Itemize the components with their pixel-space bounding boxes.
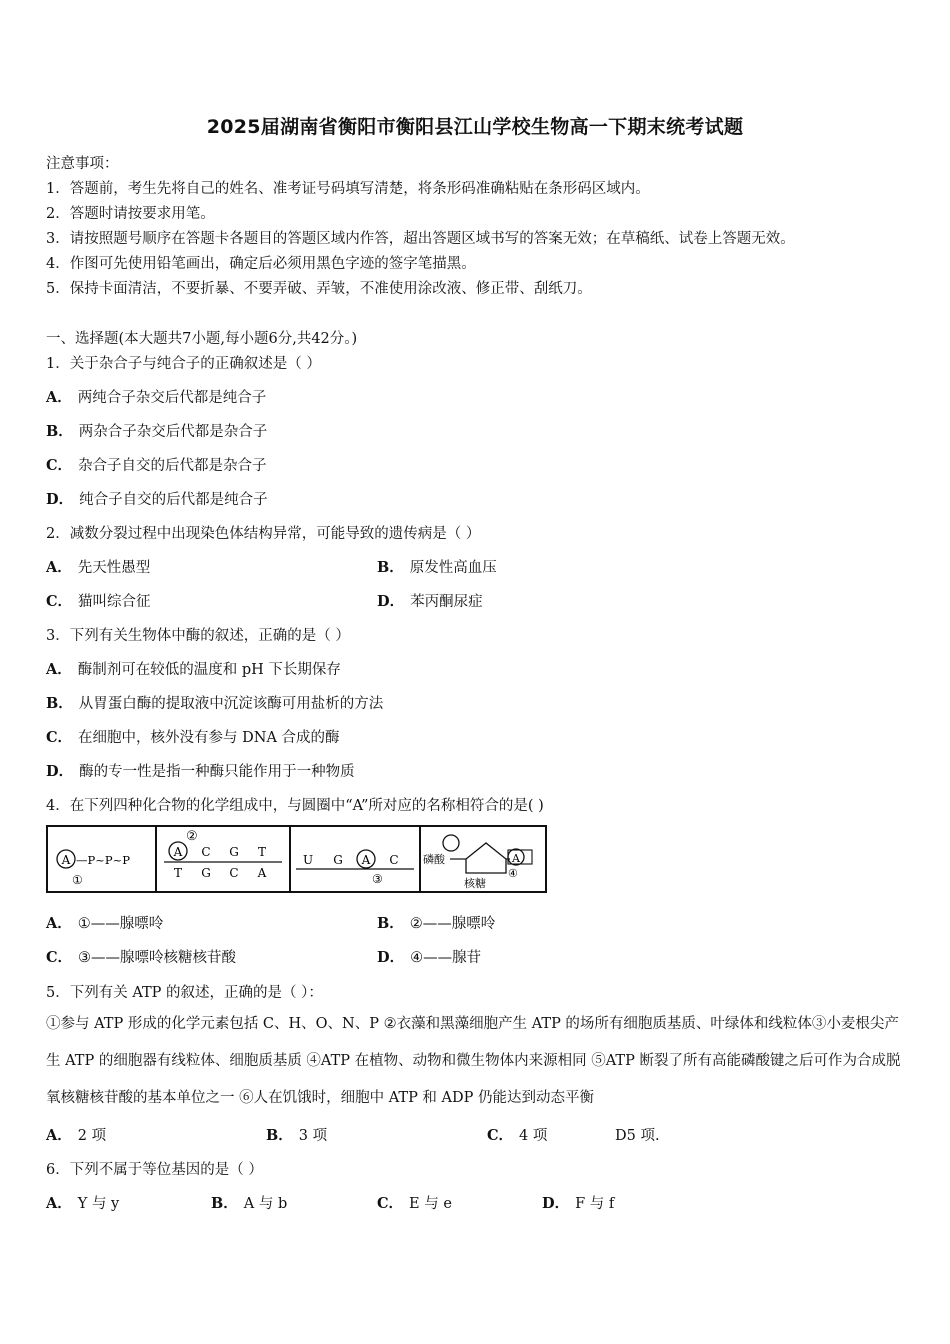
option-d[interactable]: D． 酶的专一性是指一种酶只能作用于一种物质 — [46, 763, 355, 780]
panel2-bottom-base: C — [229, 866, 239, 880]
option-d[interactable]: D5 项. — [615, 1128, 660, 1144]
question-stem: 5．下列有关 ATP 的叙述，正确的是（ ）： — [46, 985, 323, 1001]
compound-figure — [46, 825, 548, 899]
option-a[interactable]: A． 2 项 — [46, 1127, 107, 1144]
question-stem: 6．下列不属于等位基因的是（ ） — [46, 1162, 263, 1178]
option-c[interactable]: C． E 与 e — [377, 1195, 452, 1212]
panel3-base: C — [389, 853, 399, 867]
question-stem: 1．关于杂合子与纯合子的正确叙述是（ ） — [46, 356, 321, 372]
option-c[interactable]: C． 在细胞中，核外没有参与 DNA 合成的酶 — [46, 729, 340, 746]
notice-item: 4．作图可先使用铅笔画出，确定后必须用黑色字迹的签字笔描黑。 — [46, 256, 476, 272]
option-a[interactable]: A． 先天性愚型 — [46, 559, 151, 576]
panel1-number: ① — [72, 873, 83, 887]
phosphate-circle — [443, 835, 459, 851]
ribose-pentagon — [466, 843, 506, 873]
panel1-chain: —P~P~P — [76, 853, 130, 867]
notice-item: 2．答题时请按要求用笔。 — [46, 206, 215, 222]
question-stem: 2．减数分裂过程中出现染色体结构异常，可能导致的遗传病是（ ） — [46, 526, 481, 542]
option-a[interactable]: A． 两纯合子杂交后代都是纯合子 — [46, 389, 267, 406]
panel3-number: ③ — [372, 872, 383, 886]
notice-item: 3．请按照题号顺序在答题卡各题目的答题区域内作答，超出答题区域书写的答案无效；在草稿纸、试卷上答题无效。 — [46, 231, 795, 247]
option-c[interactable]: C． ③——腺嘌呤核糖核苷酸 — [46, 949, 237, 966]
panel2-number: ② — [186, 829, 198, 844]
question-stem: 4．在下列四种化合物的化学组成中，与圆圈中“A”所对应的名称相符合的是( ) — [46, 798, 544, 814]
option-c[interactable]: C． 4 项 — [487, 1127, 548, 1144]
option-b[interactable]: B． 原发性高血压 — [377, 559, 497, 576]
panel4-number: ④ — [508, 867, 518, 880]
option-a[interactable]: A． ①——腺嘌呤 — [46, 915, 164, 932]
section-heading: 一、选择题(本大题共7小题,每小题6分,共42分。) — [46, 331, 358, 347]
option-a[interactable]: A． Y 与 y — [46, 1195, 120, 1212]
option-b[interactable]: B． ②——腺嘌呤 — [377, 915, 496, 932]
panel2-top-base: C — [201, 845, 211, 859]
compound-diagram — [46, 825, 548, 895]
panel4-a: A — [512, 852, 520, 865]
panel3-base: G — [333, 853, 343, 867]
page-title: 2025届湖南省衡阳市衡阳县江山学校生物高一下期末统考试题 — [206, 116, 744, 138]
panel4-sugar-label: 核糖 — [464, 877, 486, 890]
question-body: ①参与 ATP 形成的化学元素包括 C、H、O、N、P ②衣藻和黑藻细胞产生 ATP 的场所有细胞质基质、叶绿体和线粒体③小麦根尖产生 ATP 的细胞器有线粒体、细胞质基质 ④ATP 在植物、动物和微生物体内来源相同 ⑤ATP 断裂了所有高能磷酸键之后可作为合成脱氧核糖核苷酸的基本单位之一 ⑥人在饥饿时，细胞中 ATP 和 ADP 仍能达到动态平衡 — [46, 1016, 901, 1106]
panel2-bottom-base: A — [257, 866, 267, 880]
option-b[interactable]: B． A 与 b — [211, 1195, 288, 1212]
option-c[interactable]: C． 猫叫综合征 — [46, 593, 151, 610]
notice-item: 1．答题前，考生先将自己的姓名、准考证号码填写清楚，将条形码准确粘贴在条形码区域内。 — [46, 181, 650, 197]
option-b[interactable]: B． 两杂合子杂交后代都是杂合子 — [46, 423, 268, 440]
option-b[interactable]: B． 从胃蛋白酶的提取液中沉淀该酶可用盐析的方法 — [46, 695, 384, 712]
option-c[interactable]: C． 杂合子自交的后代都是杂合子 — [46, 457, 267, 474]
question-stem: 3．下列有关生物体中酶的叙述，正确的是（ ） — [46, 628, 350, 644]
panel2-bottom-base: G — [201, 866, 211, 880]
panel2-bottom-base: T — [173, 866, 183, 880]
panel2-top-base: G — [229, 845, 239, 859]
panel2-top-base: T — [257, 845, 267, 859]
panel2-top-base: A — [173, 845, 183, 859]
option-b[interactable]: B． 3 项 — [266, 1127, 328, 1144]
notice-item: 5．保持卡面清洁，不要折暴、不要弄破、弄皱，不准使用涂改液、修正带、刮纸刀。 — [46, 281, 592, 297]
panel1-a: A — [61, 853, 71, 867]
option-d[interactable]: D． 纯合子自交的后代都是纯合子 — [46, 491, 268, 508]
option-d[interactable]: D． 苯丙酮尿症 — [377, 593, 483, 610]
notice-heading: 注意事项： — [46, 156, 119, 172]
option-d[interactable]: D． ④——腺苷 — [377, 949, 482, 966]
option-a[interactable]: A． 酶制剂可在较低的温度和 pH 下长期保存 — [46, 661, 341, 678]
option-d[interactable]: D． F 与 f — [542, 1195, 615, 1212]
panel3-base: A — [361, 853, 371, 867]
panel4-phosphate-label: 磷酸 — [423, 853, 445, 866]
panel3-base: U — [302, 853, 314, 867]
